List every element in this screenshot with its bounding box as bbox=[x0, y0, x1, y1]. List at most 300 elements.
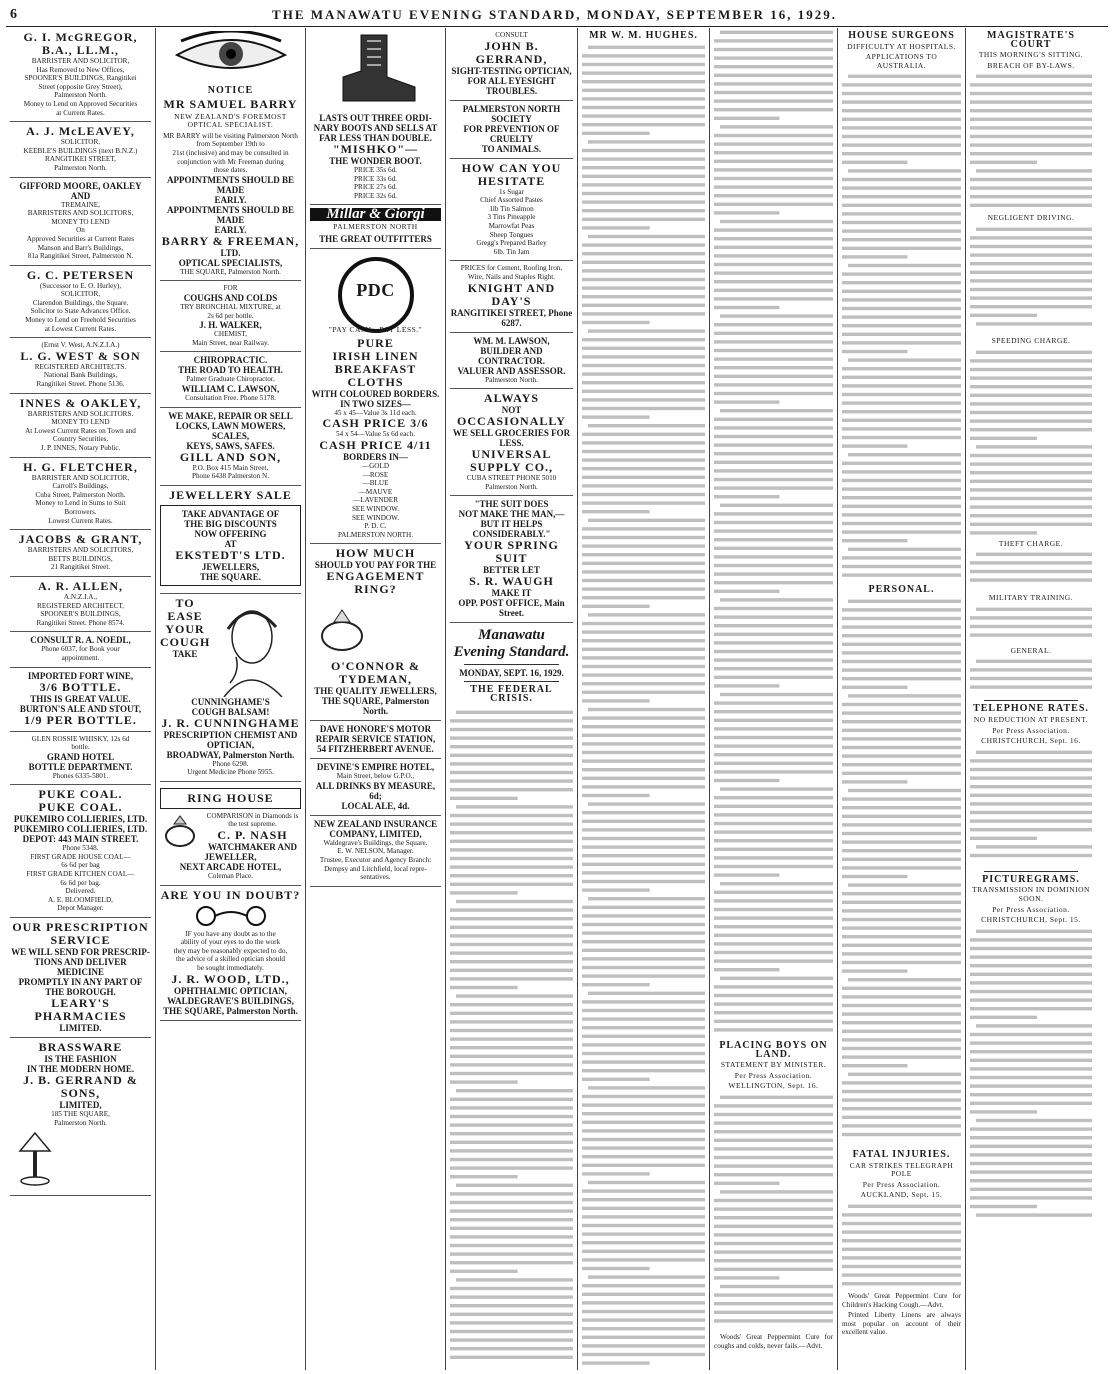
placing-boys-heading: PLACING BOYS ON LAND. bbox=[719, 1040, 828, 1060]
text-line: 45 x 45—Value 3s 11d each. bbox=[334, 408, 417, 417]
text-line: NOW OFFERING bbox=[194, 528, 267, 539]
text-line: be sought immediately. bbox=[197, 964, 264, 973]
text-line: PRICE 27s 6d. bbox=[354, 183, 397, 192]
text-line: THE ROAD TO HEALTH. bbox=[178, 365, 283, 376]
picturegrams-subheading: TRANSMISSION IN DOMINION SOON. bbox=[972, 885, 1090, 903]
ad-port-wine bbox=[10, 668, 151, 732]
text-line: NOT bbox=[501, 405, 522, 416]
text-line: BARRISTERS AND SOLICITORS, bbox=[27, 546, 134, 555]
ad-prescription bbox=[10, 918, 151, 1038]
telephone-subheading: NO REDUCTION AT PRESENT. bbox=[973, 714, 1089, 724]
brassware-lamp-illustration bbox=[10, 1129, 60, 1189]
text-line: Palmerston North. bbox=[54, 163, 107, 172]
linen-list bbox=[310, 337, 441, 540]
text-line: BREAKFAST bbox=[334, 361, 417, 376]
notice-name: MR SAMUEL BARRY bbox=[163, 96, 298, 111]
text-line: P. D. C. bbox=[364, 522, 387, 531]
ad-puke-coal bbox=[10, 785, 151, 918]
fatal-injuries-wire: Per Press Association. bbox=[862, 1179, 941, 1189]
text-line: Manson and Barr's Buildings, bbox=[37, 243, 124, 252]
text-line: 2s 6d per bottle. bbox=[207, 311, 254, 320]
boot-illustration bbox=[331, 31, 421, 107]
text-line: TO bbox=[175, 595, 195, 610]
ad-ring-house bbox=[160, 782, 301, 886]
text-line: 6s 6d per bag bbox=[61, 861, 100, 870]
text-line: ENGAGEMENT bbox=[326, 569, 425, 584]
text-line: Carroll's Buildings, bbox=[52, 482, 109, 491]
text-line: NARY BOOTS AND SELLS AT bbox=[313, 123, 438, 133]
text-line: EARLY. bbox=[214, 194, 247, 205]
text-line: Approved Securities at Current Rates bbox=[26, 234, 135, 243]
text-line: THE SQUARE, Palmerston North. bbox=[163, 1005, 298, 1016]
editorial-heading: THE FEDERAL CRISIS. bbox=[470, 684, 553, 704]
text-line: YOUR bbox=[165, 621, 205, 636]
text-line: SEE WINDOW. bbox=[351, 513, 400, 522]
text-line: Dempsy and Litchfield, local repre- bbox=[324, 864, 427, 873]
jewellery-heading: JEWELLERY SALE bbox=[169, 487, 292, 502]
text-line: BARRY & FREEMAN, bbox=[161, 233, 300, 248]
eye-illustration bbox=[171, 31, 291, 77]
text-line: OCCASIONALLY bbox=[457, 414, 566, 429]
ad-mishko bbox=[310, 110, 441, 205]
ad-brassware bbox=[10, 1038, 151, 1196]
text-line: EKSTEDT'S LTD. bbox=[175, 547, 286, 562]
text-line: Rangitikei Street. Phone 8574. bbox=[36, 618, 125, 627]
text-line: Has Removed to New Offices, bbox=[36, 65, 125, 74]
text-line: A. J. McLEAVEY, bbox=[26, 124, 135, 139]
text-line: Phone 6037, for Book your bbox=[41, 645, 120, 654]
surgeons-subheading-2: APPLICATIONS TO AUSTRALIA. bbox=[865, 52, 938, 70]
body-text-texture bbox=[970, 348, 1092, 537]
text-line: Delivered. bbox=[65, 887, 96, 896]
text-line: bottle. bbox=[71, 743, 90, 752]
text-line: BUILDER AND CONTRACTOR. bbox=[477, 345, 546, 366]
text-line: WM. M. LAWSON, bbox=[473, 335, 550, 346]
column-5 bbox=[578, 28, 710, 1370]
column-4 bbox=[446, 28, 578, 1370]
text-line: at Lowest Current Rates. bbox=[44, 324, 117, 333]
surgeons-subheading: DIFFICULTY AT HOSPITALS. bbox=[847, 41, 956, 51]
text-line: Urgent Medicine Phone 5955. bbox=[187, 768, 274, 777]
text-line: SPOONER'S BUILDINGS, bbox=[40, 610, 121, 619]
text-line: appointment. bbox=[61, 653, 100, 662]
text-line: H. G. FLETCHER, bbox=[23, 459, 138, 474]
text-line: CHEMIST, bbox=[214, 330, 247, 339]
text-line: SHOULD YOU PAY FOR THE bbox=[314, 560, 437, 571]
text-line: G. I. McGREGOR, B.A., LL.M., bbox=[23, 30, 138, 57]
text-line: SERVICE bbox=[50, 933, 111, 948]
text-line: COUGH BALSAM! bbox=[191, 706, 270, 717]
text-line: FOR bbox=[223, 284, 238, 293]
text-line: NEXT ARCADE HOTEL, bbox=[179, 862, 282, 873]
text-line: Phone 5348. bbox=[62, 844, 99, 853]
text-line: BUT IT HELPS bbox=[480, 519, 543, 530]
text-line: 6lb. Tin Jam bbox=[493, 247, 530, 256]
text-line: FIRST GRADE HOUSE COAL— bbox=[30, 852, 131, 861]
ad-noedl bbox=[10, 632, 151, 667]
body-text-texture bbox=[714, 1093, 833, 1325]
page-number: 6 bbox=[10, 7, 19, 22]
text-line: AT bbox=[224, 538, 237, 549]
text-line: 1lb Tin Salmon bbox=[489, 204, 534, 213]
text-line: PALMERSTON NORTH SOCIETY bbox=[462, 103, 561, 124]
text-line: FAR LESS THAN DOUBLE. bbox=[319, 133, 432, 143]
text-line: IS THE FASHION bbox=[44, 1054, 117, 1065]
text-line: JACOBS & GRANT, bbox=[18, 532, 143, 547]
text-line: J. H. WALKER, bbox=[199, 320, 262, 331]
text-line: DEVINE'S EMPIRE HOTEL, bbox=[316, 762, 435, 773]
court-subheading: THIS MORNING'S SITTING. bbox=[978, 50, 1084, 60]
text-line: REGISTERED ARCHITECTS. bbox=[34, 362, 127, 371]
text-line: 1/9 PER BOTTLE. bbox=[24, 712, 137, 727]
text-line: VALUER AND ASSESSOR. bbox=[457, 365, 566, 376]
personal-heading: PERSONAL. bbox=[868, 584, 935, 596]
placing-boys-wire: Per Press Association. bbox=[734, 1070, 813, 1080]
text-line: THE SQUARE. bbox=[199, 571, 261, 582]
text-line: 3/6 BOTTLE. bbox=[39, 679, 122, 694]
text-line: they may be reasonably expected to do, bbox=[173, 946, 288, 955]
ad-west bbox=[10, 338, 151, 393]
woods-advert-1: Woods' Great Peppermint Cure for coughs and colds, never fails.—Advt. bbox=[714, 1332, 833, 1350]
text-line: PURE bbox=[357, 335, 394, 350]
text-line: Wire, Nails and Staples Right. bbox=[467, 272, 556, 281]
general-body bbox=[970, 657, 1092, 697]
text-line: CHIROPRACTIC. bbox=[193, 355, 268, 366]
text-line: GLEN ROSSIE WHISKY, 12s 6d bbox=[31, 734, 130, 743]
text-line: BORDERS IN— bbox=[343, 451, 408, 462]
text-line: SOLICITOR, bbox=[60, 138, 101, 147]
column-6 bbox=[710, 28, 838, 1370]
ad-mcleavey bbox=[10, 122, 151, 177]
ad-innes bbox=[10, 394, 151, 458]
text-line: PRICE 35s 6d. bbox=[354, 166, 397, 174]
text-line: RING? bbox=[354, 582, 397, 597]
column-3 bbox=[306, 28, 446, 1370]
editorial-body bbox=[450, 708, 573, 1364]
text-line: (Ernst V. West, A.N.Z.I.A.) bbox=[41, 341, 120, 350]
text-line: CONSIDERABLY." bbox=[472, 529, 551, 540]
text-line: Country Securities. bbox=[52, 435, 109, 444]
masthead bbox=[6, 4, 1108, 27]
court-heading: MAGISTRATE'S COURT bbox=[987, 30, 1075, 50]
ad-gill bbox=[160, 408, 301, 486]
editorial-date: MONDAY, SEPT. 16, 1929. bbox=[459, 668, 564, 679]
text-line: BRASSWARE bbox=[38, 1040, 123, 1055]
text-line: 21st (inclusive) and may be consulted in bbox=[172, 148, 289, 157]
text-line: Palmerston North. bbox=[485, 375, 538, 384]
text-line: WILLIAM C. LAWSON, bbox=[181, 383, 280, 394]
body-text-texture bbox=[582, 43, 705, 1367]
telephone-heading: TELEPHONE RATES. bbox=[973, 703, 1089, 715]
woman-portrait-illustration bbox=[210, 597, 290, 697]
text-line: (Successor to E. O. Hurley), bbox=[39, 281, 122, 290]
text-line: OUR PRESCRIPTION bbox=[12, 920, 149, 935]
body-text-texture bbox=[842, 72, 961, 579]
woods-advert-2: Woods' Great Peppermint Cure for Children's Hacking Cough.—Advt. bbox=[842, 1291, 961, 1309]
text-line: CUBA STREET PHONE 5010 bbox=[466, 474, 557, 483]
paper-nameplate bbox=[450, 627, 573, 703]
ad-universal-supply bbox=[450, 389, 573, 496]
telephone-body bbox=[970, 748, 1092, 868]
text-line: KNIGHT AND DAY'S bbox=[467, 280, 556, 308]
jewellery-box bbox=[160, 505, 301, 586]
text-line: Clarendon Buildings, the Square. bbox=[32, 298, 129, 307]
text-line: O'CONNOR & TYDEMAN, bbox=[331, 659, 420, 687]
text-line: Chief Assorted Pastes bbox=[480, 196, 543, 205]
text-line: BROADWAY, Palmerston North. bbox=[166, 749, 295, 760]
text-line: COMPARISON in Diamonds is bbox=[206, 811, 299, 820]
text-line: PALMERSTON NORTH. bbox=[337, 530, 414, 539]
text-line: FIRST GRADE KITCHEN COAL— bbox=[26, 870, 135, 879]
text-line: TAKE bbox=[172, 648, 198, 659]
text-line: BARRISTER AND SOLICITOR, bbox=[31, 473, 130, 482]
text-line: SOLICITOR, bbox=[60, 290, 101, 299]
text-line: PROMPTLY IN ANY PART OF bbox=[18, 977, 143, 988]
text-line: BOTTLE DEPARTMENT. bbox=[28, 761, 133, 772]
text-line: ALWAYS bbox=[483, 391, 540, 406]
text-line: Money to Lend in Sums to Suit bbox=[35, 499, 126, 508]
text-line: J. P. INNES, Notary Public. bbox=[40, 444, 121, 452]
text-line: LIMITED, bbox=[59, 1100, 102, 1111]
text-line: J. R. WOOD, LTD., bbox=[171, 971, 290, 986]
text-line: Main Street, below G.P.O., bbox=[336, 772, 415, 781]
ad-dave-honore bbox=[310, 721, 441, 759]
text-line: EASE bbox=[167, 608, 203, 623]
text-line: THE SQUARE, Palmerston North. bbox=[180, 267, 281, 276]
text-line: S. R. WAUGH bbox=[469, 574, 554, 589]
picturegrams-heading: PICTUREGRAMS. bbox=[982, 873, 1080, 885]
pdc-tagline: "PAY CASH—PAY LESS." bbox=[328, 325, 423, 335]
text-line: PUKE COAL. bbox=[38, 800, 123, 815]
notice-body bbox=[160, 132, 301, 235]
text-line: Money to Lend on Freehold Securities bbox=[25, 316, 136, 325]
ad-millar-giorgi bbox=[310, 205, 441, 248]
text-line: Cuba Street, Palmerston North. bbox=[35, 490, 126, 499]
ad-fletcher bbox=[10, 458, 151, 531]
fatal-injuries-dateline: AUCKLAND, Sept. 15. bbox=[860, 1190, 943, 1200]
oconnor-list bbox=[310, 660, 441, 716]
doubt-body bbox=[160, 930, 301, 1016]
text-line: Phone 6298. bbox=[212, 759, 249, 768]
bylaws-body bbox=[970, 72, 1092, 212]
text-line: UNIVERSAL SUPPLY CO., bbox=[469, 447, 554, 475]
text-line: DAVE HONORE'S MOTOR bbox=[319, 724, 432, 735]
text-line: —GOLD bbox=[361, 461, 390, 470]
text-line: those dates. bbox=[213, 166, 248, 175]
text-line: 1s Sugar bbox=[499, 187, 524, 196]
text-line: J. R. CUNNINGHAME bbox=[161, 715, 300, 730]
text-line: SPOONER'S BUILDINGS, Rangitikei bbox=[24, 74, 137, 83]
text-line: J. B. GERRAND & SONS, bbox=[23, 1073, 138, 1101]
doubt-heading: ARE YOU IN DOUBT? bbox=[160, 887, 301, 902]
text-line: CLOTHS bbox=[347, 374, 404, 389]
ad-gifford bbox=[10, 178, 151, 266]
millar-logo: Millar & Giorgi bbox=[310, 208, 441, 221]
text-line: On bbox=[76, 226, 85, 235]
text-line: Lowest Current Rates. bbox=[48, 516, 113, 525]
text-line: APPOINTMENTS SHOULD BE MADE bbox=[166, 204, 295, 225]
ad-nz-insurance bbox=[310, 816, 441, 887]
ad-walker bbox=[160, 281, 301, 352]
text-line: OPTICAL SPECIALISTS, bbox=[178, 257, 283, 268]
ad-cough-balsam bbox=[160, 594, 301, 782]
placing-boys-body bbox=[714, 1093, 833, 1333]
text-line: RANGITIKEI STREET, Phone 6287. bbox=[450, 307, 573, 328]
text-line: Main Street, near Railway. bbox=[192, 338, 269, 347]
ad-mcgregor bbox=[10, 28, 151, 122]
text-line: IN TWO SIZES— bbox=[340, 398, 411, 409]
body-text-texture bbox=[842, 597, 961, 1139]
text-line: LEARY'S PHARMACIES bbox=[34, 996, 127, 1024]
text-line: Street (opposite Grey Street), bbox=[38, 82, 123, 91]
negligent-heading: NEGLIGENT DRIVING. bbox=[987, 213, 1075, 223]
text-line: A. R. ALLEN, bbox=[37, 578, 123, 593]
text-line: 21 Rangitikei Street. bbox=[50, 563, 111, 572]
text-line: SEE WINDOW. bbox=[351, 504, 400, 513]
text-line: Palmerston North. bbox=[54, 1118, 107, 1127]
ad-engagement bbox=[310, 544, 441, 721]
text-line: Palmerston North. bbox=[54, 91, 107, 100]
text-line: IN THE MODERN HOME. bbox=[26, 1064, 135, 1075]
text-line: FOR PREVENTION OF CRUELTY bbox=[463, 123, 560, 144]
text-line: THE BOROUGH. bbox=[45, 987, 116, 998]
telephone-dateline: CHRISTCHURCH, Sept. 16. bbox=[981, 736, 1081, 746]
text-line: WATCHMAKER AND JEWELLER, bbox=[204, 842, 298, 863]
text-line: EARLY. bbox=[214, 224, 247, 235]
body-text-texture bbox=[842, 1202, 961, 1288]
diamond-ring-illustration bbox=[160, 814, 200, 848]
text-line: —ROSE bbox=[362, 470, 389, 479]
text-line: LOCKS, LAWN MOWERS, SCALES, bbox=[175, 420, 286, 441]
ad-in-doubt bbox=[160, 886, 301, 1021]
text-line: RANGITIKEI STREET, bbox=[45, 155, 116, 164]
text-line: TIONS AND DELIVER MEDICINE bbox=[34, 957, 127, 978]
text-line: PUKEMIRO COLLIERIES, LTD. bbox=[13, 814, 148, 825]
text-line: OPP. POST OFFICE, Main Street. bbox=[458, 598, 565, 619]
ad-knight-day bbox=[450, 261, 573, 332]
text-line: OPHTHALMIC OPTICIAN, bbox=[173, 985, 287, 996]
cough-footer bbox=[160, 697, 301, 777]
text-line: HESITATE bbox=[477, 173, 546, 188]
text-line: Phones 6335-5801. bbox=[52, 771, 109, 780]
military-body bbox=[970, 605, 1092, 645]
hughes-body bbox=[582, 43, 705, 1370]
paper-name-line-1: Manawatu bbox=[478, 627, 545, 644]
text-line: —LAVENDER bbox=[353, 496, 398, 505]
ad-spca bbox=[450, 101, 573, 159]
text-line: PUKE COAL. bbox=[38, 787, 123, 802]
paper-name-line-2: Evening Standard. bbox=[453, 644, 570, 661]
brassware-list bbox=[10, 1041, 151, 1127]
text-line: JOHN B. GERRAND, bbox=[475, 38, 548, 66]
text-line: BARRISTER AND SOLICITOR, bbox=[31, 57, 130, 65]
speeding-body bbox=[970, 348, 1092, 538]
fatal-injuries-heading: FATAL INJURIES. bbox=[852, 1148, 951, 1160]
fatal-injuries-body bbox=[842, 1202, 961, 1292]
text-line: the test supreme. bbox=[228, 820, 277, 829]
text-line: Money to Lend on Approved Securities bbox=[23, 99, 138, 108]
ad-pdc bbox=[310, 249, 441, 545]
text-line: Solicitor to State Advances Office. bbox=[30, 307, 131, 316]
text-line: MR BARRY will be visiting Palmerston North from September 19th to bbox=[163, 131, 298, 149]
theft-body bbox=[970, 550, 1092, 592]
text-line: —MAUVE bbox=[358, 487, 393, 496]
text-line: IMPORTED FORT WINE, bbox=[27, 670, 134, 681]
text-line: Depot Manager. bbox=[57, 904, 104, 913]
bylaws-heading: BREACH OF BY-LAWS. bbox=[987, 60, 1075, 70]
text-line: Palmer Graduate Chiropractor, bbox=[186, 375, 275, 384]
text-line: LASTS OUT THREE ORDI- bbox=[319, 113, 432, 123]
text-line: TRY BRONCHIAL MIXTURE, at bbox=[180, 302, 281, 311]
text-line: Rangitikei Street. Phone 5136. bbox=[36, 380, 125, 389]
personal-body bbox=[842, 597, 961, 1147]
text-line: sentatives. bbox=[360, 873, 391, 882]
text-line: BURTON'S ALE AND STOUT, bbox=[19, 703, 142, 714]
column-1 bbox=[6, 28, 156, 1370]
text-line: TREMAINE, bbox=[61, 200, 100, 209]
ad-jacobs bbox=[10, 530, 151, 577]
text-line: WALDEGRAVE'S BUILDINGS, bbox=[167, 995, 294, 1006]
notice-heading: NOTICE bbox=[207, 85, 254, 96]
text-line: MONEY TO LEND bbox=[51, 418, 110, 427]
text-line: APPOINTMENTS SHOULD BE MADE bbox=[166, 174, 295, 195]
text-line: PRICES for Cement, Roofing Iron, bbox=[460, 264, 563, 273]
text-line: PRICE 33s 6d. bbox=[354, 174, 397, 183]
text-line: A.N.Z.I.A., bbox=[63, 592, 98, 601]
placing-boys-subheading: STATEMENT BY MINISTER. bbox=[720, 1060, 827, 1070]
pdc-logo-text: PDC bbox=[356, 279, 395, 300]
text-line: C. P. NASH bbox=[217, 828, 288, 843]
liberty-linens-note: Printed Liberty Linens are always most popular on account of their excellent value. bbox=[842, 1311, 961, 1337]
body-text-texture bbox=[970, 927, 1092, 1219]
speeding-heading: SPEEDING CHARGE. bbox=[991, 335, 1071, 345]
text-line: LIMITED. bbox=[59, 1023, 102, 1034]
text-line: Palmerston North. bbox=[485, 482, 538, 491]
text-line: National Bank Buildings, bbox=[43, 371, 118, 380]
text-line: CONSULT R. A. NOEDL, bbox=[30, 635, 131, 646]
placing-boys-dateline: WELLINGTON, Sept. 16. bbox=[728, 1081, 819, 1091]
text-line: CASH PRICE 4/11 bbox=[319, 437, 432, 452]
text-line: LOCAL ALE, 4d. bbox=[341, 800, 410, 811]
text-line: BETTER LET bbox=[483, 565, 540, 576]
engagement-list bbox=[310, 547, 441, 596]
text-line: IRISH LINEN bbox=[332, 348, 419, 363]
general-heading: GENERAL. bbox=[1010, 645, 1052, 655]
body-text-texture bbox=[970, 550, 1092, 584]
text-line: KEEBLE'S BUILDINGS (next B.N.Z.) bbox=[23, 146, 138, 155]
text-line: NOT MAKE THE MAN,— bbox=[458, 509, 565, 520]
text-line: NEW ZEALAND INSURANCE bbox=[313, 818, 438, 829]
text-line: Consultation Free. Phone 5178. bbox=[185, 393, 276, 402]
picturegrams-wire: Per Press Association. bbox=[992, 904, 1070, 914]
text-line: THE QUALITY JEWELLERS, bbox=[314, 686, 437, 697]
surgeons-heading: HOUSE SURGEONS bbox=[848, 30, 955, 41]
text-line: MONEY TO LEND bbox=[51, 217, 110, 226]
picturegrams-dateline: CHRISTCHURCH, Sept. 15. bbox=[981, 915, 1081, 925]
text-line: YOUR SPRING SUIT bbox=[464, 538, 559, 566]
text-line: COUGHS AND COLDS bbox=[183, 292, 278, 303]
text-line: FOR ALL EYESIGHT TROUBLES. bbox=[467, 75, 556, 96]
text-line: THE BIG DISCOUNTS bbox=[184, 518, 277, 529]
text-line: THE WONDER BOOT. bbox=[329, 156, 422, 166]
surgeons-body bbox=[842, 72, 961, 582]
text-line: TO ANIMALS. bbox=[481, 143, 542, 154]
column-7 bbox=[838, 28, 966, 1370]
text-line: HOW MUCH bbox=[335, 546, 416, 561]
ad-spring-suit bbox=[450, 496, 573, 623]
column-2 bbox=[156, 28, 306, 1370]
ad-chiropractic bbox=[160, 352, 301, 407]
